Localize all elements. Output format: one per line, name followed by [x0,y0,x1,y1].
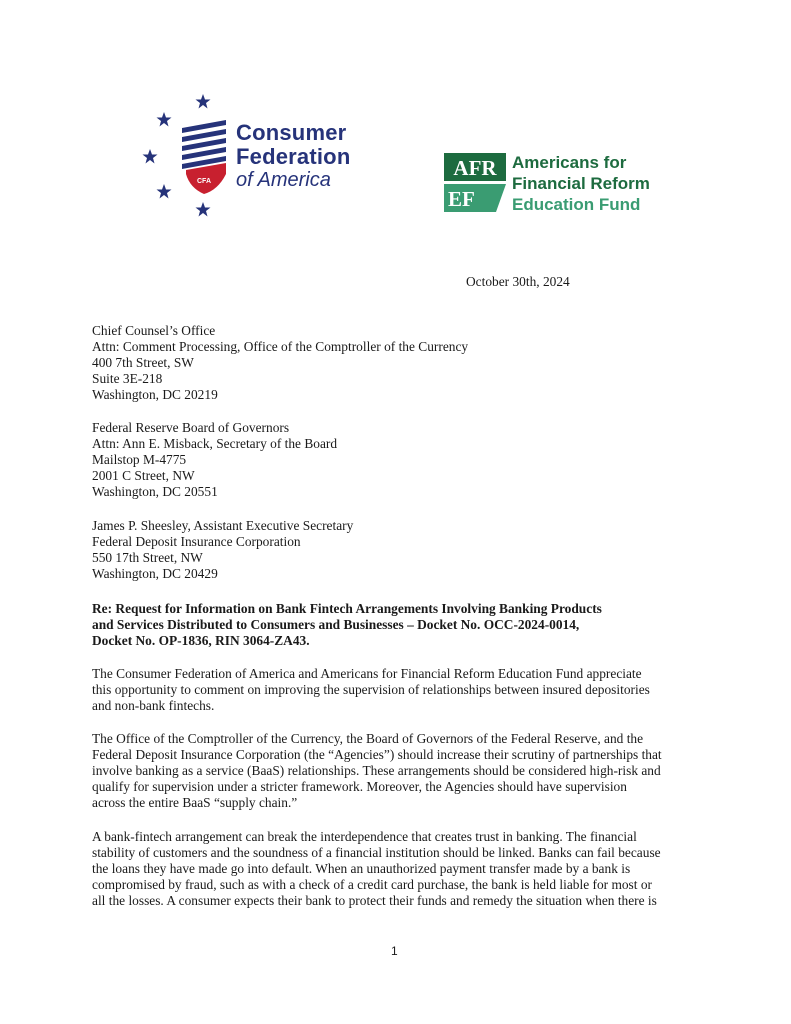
paragraph-line: A bank-fintech arrangement can break the interdependence that creates trust in banking. The financial [92,829,637,844]
paragraph-line: this opportunity to comment on improving the supervision of relationships between insured depositories [92,682,650,697]
page-number: 1 [391,944,398,958]
star-icon [196,94,211,109]
address-block-occ [92,323,468,403]
star-icon [157,184,172,199]
paragraph-line: the loans they have made go into default. When an unauthorized payment transfer made by a bank is [92,861,631,876]
address-line: 2001 C Street, NW [92,468,195,483]
afr-mark-bottom: EF [448,187,475,211]
letter-date: October 30th, 2024 [466,274,570,289]
body-paragraph-2 [92,731,712,811]
paragraph-line: The Office of the Comptroller of the Currency, the Board of Governors of the Federal Reserve, and the [92,731,644,746]
address-block-fdic [92,518,353,582]
address-line: Attn: Comment Processing, Office of the Comptroller of the Currency [92,339,469,354]
star-icon [157,112,172,127]
paragraph-line: qualify for supervision under a stricter framework. Moreover, the Agencies should have supervision [92,779,627,794]
afr-logo-line2: Financial Reform [512,174,650,193]
afr-mark-top: AFR [453,156,497,180]
paragraph-line: Federal Deposit Insurance Corporation (the “Agencies”) should increase their scrutiny of partnerships that [92,747,662,762]
address-line: Federal Deposit Insurance Corporation [92,534,301,549]
address-line: Washington, DC 20551 [92,484,218,499]
star-icon [196,202,211,217]
cfa-badge-text: CFA [197,178,211,185]
address-line: Attn: Ann E. Misback, Secretary of the Board [92,436,338,451]
paragraph-line: stability of customers and the soundness of a financial institution should be linked. Banks can fail because [92,845,661,860]
subject-line-text: Re: Request for Information on Bank Fintech Arrangements Involving Banking Products [92,601,602,616]
address-line: James P. Sheesley, Assistant Executive Secretary [92,518,354,533]
address-line: 400 7th Street, SW [92,355,194,370]
afr-logo [444,153,684,217]
address-line: Federal Reserve Board of Governors [92,420,290,435]
cfa-logo [138,94,378,222]
paragraph-line: involve banking as a service (BaaS) relationships. These arrangements should be considered high-risk and [92,763,661,778]
address-line: Washington, DC 20219 [92,387,218,402]
body-paragraph-3 [92,829,712,909]
body-paragraph-1 [92,666,712,714]
address-line: Chief Counsel’s Office [92,323,216,338]
star-icon [143,149,158,164]
cfa-logo-line2: Federation [236,144,351,169]
paragraph-line: all the losses. A consumer expects their bank to protect their funds and remedy the situation when there is [92,893,657,908]
address-block-frb [92,420,337,500]
address-line: Washington, DC 20429 [92,566,218,581]
cfa-logo-line1: Consumer [236,120,347,145]
address-line: 550 17th Street, NW [92,550,203,565]
address-line: Suite 3E-218 [92,371,163,386]
subject-line-text: Docket No. OP-1836, RIN 3064-ZA43. [92,633,310,648]
address-line: Mailstop M-4775 [92,452,187,467]
subject-line [92,601,602,649]
afr-mark-icon [444,153,508,213]
paragraph-line: The Consumer Federation of America and Americans for Financial Reform Education Fund appreciate [92,666,642,681]
paragraph-line: compromised by fraud, such as with a check of a credit card purchase, the bank is held liable for most or [92,877,652,892]
afr-logo-line3: Education Fund [512,195,641,214]
cfa-logo-line3: of America [236,169,331,191]
paragraph-line: across the entire BaaS “supply chain.” [92,795,298,810]
afr-logo-line1: Americans for [512,153,627,172]
cfa-emblem-icon [138,94,238,222]
paragraph-line: and non-bank fintechs. [92,698,215,713]
subject-line-text: and Services Distributed to Consumers and Businesses – Docket No. OCC-2024-0014, [92,617,580,632]
